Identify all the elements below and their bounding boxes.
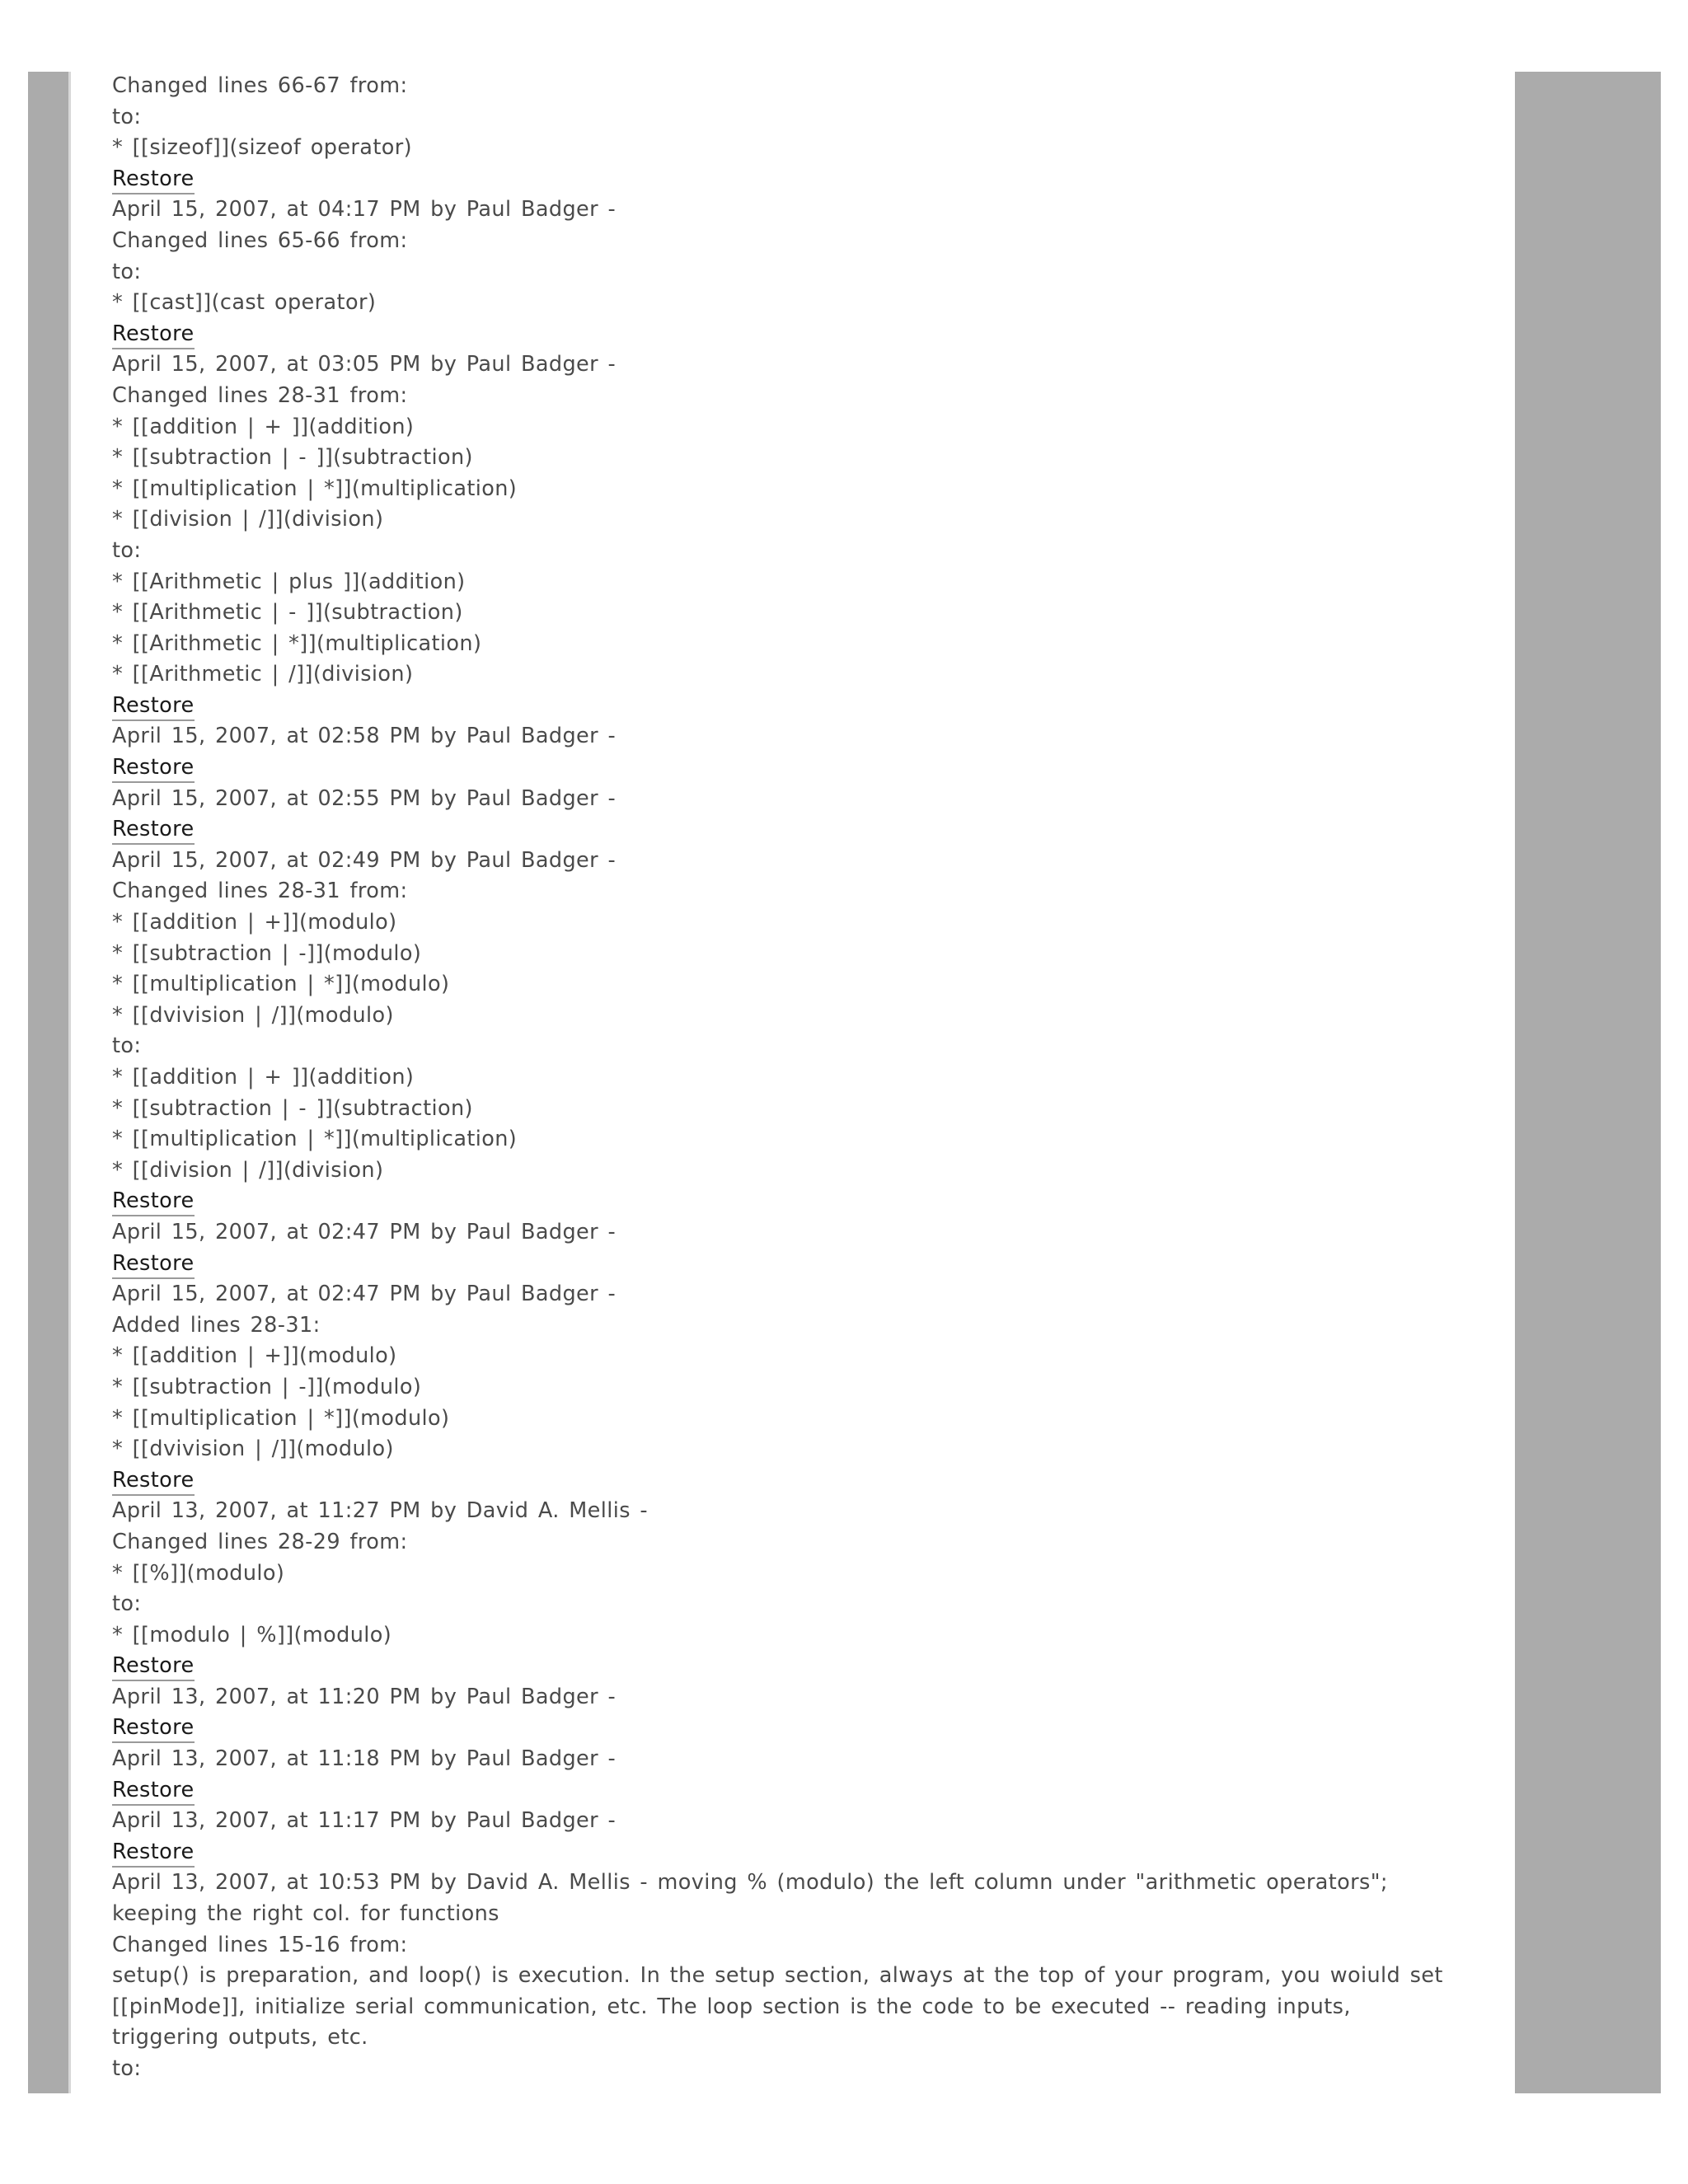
restore-link[interactable]: Restore — [112, 1714, 195, 1743]
diff-line: * [[multiplication | *]](modulo) — [112, 1405, 450, 1431]
restore-link[interactable]: Restore — [112, 1250, 195, 1279]
revision-entry-header: April 15, 2007, at 02:47 PM by Paul Badger - — [112, 1282, 617, 1307]
diff-line: * [[subtraction | - ]](subtraction) — [112, 445, 473, 471]
diff-line: * [[subtraction | - ]](subtraction) — [112, 1095, 473, 1121]
restore-row — [112, 1775, 1447, 1807]
restore-link[interactable]: Restore — [112, 1467, 195, 1496]
restore-row — [112, 1186, 1447, 1217]
restore-row — [112, 1713, 1447, 1744]
diff-line: * [[modulo | %]](modulo) — [112, 1622, 392, 1647]
revision-entry-header: April 15, 2007, at 04:17 PM by Paul Badger - — [112, 197, 617, 223]
restore-link[interactable]: Restore — [112, 1188, 195, 1216]
restore-row — [112, 1249, 1447, 1280]
diff-line: Changed lines 28-29 from: — [112, 1529, 408, 1554]
restore-link[interactable]: Restore — [112, 1839, 195, 1868]
restore-row — [112, 319, 1447, 350]
diff-line: * [[division | /]](division) — [112, 507, 384, 532]
restore-row — [112, 1837, 1447, 1868]
diff-line: * [[multiplication | *]](modulo) — [112, 972, 450, 997]
restore-row — [112, 691, 1447, 722]
revision-entry-header: April 15, 2007, at 02:55 PM by Paul Badger - — [112, 785, 617, 811]
diff-line: * [[%]](modulo) — [112, 1560, 285, 1586]
diff-line: * [[dvivision | /]](modulo) — [112, 1436, 394, 1462]
restore-link[interactable]: Restore — [112, 166, 195, 194]
diff-line: * [[subtraction | -]](modulo) — [112, 1374, 422, 1399]
restore-row — [112, 752, 1447, 784]
restore-row — [112, 814, 1447, 846]
restore-row — [112, 164, 1447, 195]
diff-line: Changed lines 65-66 from: — [112, 227, 408, 253]
diff-line: * [[dvivision | /]](modulo) — [112, 1002, 394, 1028]
diff-line: * [[Arithmetic | *]](multiplication) — [112, 630, 482, 656]
diff-line: Changed lines 15-16 from: — [112, 1932, 408, 1957]
revision-entry-header: April 13, 2007, at 11:27 PM by David A. Mellis - — [112, 1498, 649, 1524]
diff-line: * [[multiplication | *]](multiplication) — [112, 476, 518, 501]
diff-line: to: — [112, 259, 142, 284]
revision-entry-header: April 13, 2007, at 10:53 PM by David A. Mellis - moving % (modulo) the left column under "arithmetic operators"; keeping the right col. for functions — [112, 1870, 1398, 1927]
diff-line: * [[addition | + ]](addition) — [112, 414, 415, 439]
page-history-content — [112, 71, 1453, 2085]
diff-line: Added lines 28-31: — [112, 1312, 321, 1338]
restore-link[interactable]: Restore — [112, 1652, 195, 1681]
diff-line: * [[addition | +]](modulo) — [112, 1343, 397, 1369]
diff-line: Changed lines 28-31 from: — [112, 382, 408, 408]
diff-line: to: — [112, 1591, 142, 1617]
restore-link[interactable]: Restore — [112, 321, 195, 349]
restore-row — [112, 1651, 1447, 1682]
left-sidebar — [28, 72, 71, 2093]
diff-line: * [[Arithmetic | /]](division) — [112, 662, 414, 687]
revision-entry-header: April 15, 2007, at 02:47 PM by Paul Badger - — [112, 1219, 617, 1244]
diff-line: to: — [112, 537, 142, 563]
diff-line: * [[division | /]](division) — [112, 1157, 384, 1183]
restore-link[interactable]: Restore — [112, 692, 195, 721]
diff-line: * [[cast]](cast operator) — [112, 290, 377, 316]
diff-line: to: — [112, 2056, 142, 2081]
revision-entry-header: April 15, 2007, at 02:49 PM by Paul Badger - — [112, 847, 617, 873]
revision-entry-header: April 13, 2007, at 11:17 PM by Paul Badger - — [112, 1808, 617, 1834]
diff-line: setup() is preparation, and loop() is execution. In the setup section, always at the top of your program, you woiuld set [[pinMode]], initialize serial communication, etc. The loop section is the code to be executed -- reading inputs, triggering outputs, etc. — [112, 1963, 1453, 2050]
right-sidebar — [1515, 72, 1661, 2093]
diff-line: * [[addition | + ]](addition) — [112, 1065, 415, 1090]
diff-line: * [[Arithmetic | plus ]](addition) — [112, 569, 466, 594]
restore-link[interactable]: Restore — [112, 816, 195, 845]
diff-line: * [[subtraction | -]](modulo) — [112, 940, 422, 966]
revision-entry-header: April 13, 2007, at 11:18 PM by Paul Badger - — [112, 1746, 617, 1772]
diff-line: Changed lines 66-67 from: — [112, 73, 408, 98]
revision-entry-header: April 13, 2007, at 11:20 PM by Paul Badger - — [112, 1684, 617, 1709]
diff-line: * [[Arithmetic | - ]](subtraction) — [112, 600, 463, 626]
restore-link[interactable]: Restore — [112, 1777, 195, 1806]
diff-line: to: — [112, 104, 142, 129]
diff-line: * [[sizeof]](sizeof operator) — [112, 135, 412, 161]
diff-line: to: — [112, 1033, 142, 1059]
revision-entry-header: April 15, 2007, at 02:58 PM by Paul Badger - — [112, 724, 617, 749]
diff-line: * [[multiplication | *]](multiplication) — [112, 1127, 518, 1152]
restore-link[interactable]: Restore — [112, 754, 195, 783]
restore-row — [112, 1465, 1447, 1497]
revision-entry-header: April 15, 2007, at 03:05 PM by Paul Badger - — [112, 352, 617, 377]
diff-line: * [[addition | +]](modulo) — [112, 910, 397, 935]
diff-line: Changed lines 28-31 from: — [112, 879, 408, 904]
